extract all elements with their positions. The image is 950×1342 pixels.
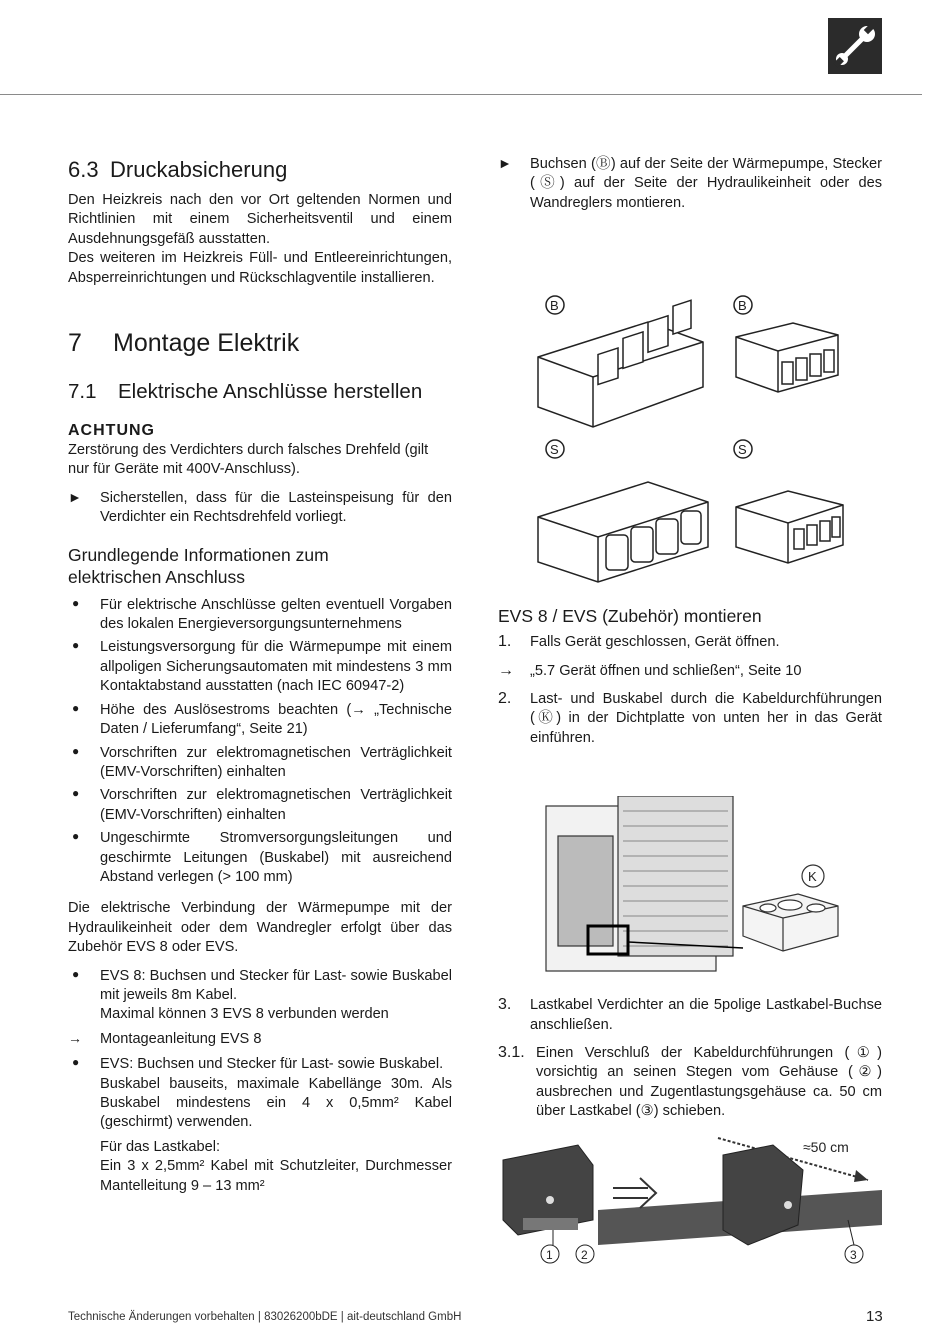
paragraph: Den Heizkreis nach den vor Ort geltenden Normen und Richtlinien mit einem Sicherheitsventil und einem Ausdehnungsgefäß ausstatten. [68,192,452,247]
bullet-icon: ● [72,638,80,653]
bullet-icon: ● [72,595,80,610]
steps-list [498,633,882,748]
callout-3: 3 [850,1247,857,1262]
bullet-list [68,596,452,888]
paragraph: Des weiteren im Heizkreis Füll- und Entleereinrichtungen, Absperreinrichtungen und Rückschlagventile installieren. [68,250,452,286]
list-item: ● Ungeschirmte Stromversorgungsleitungen und geschirmte Leitungen (Buskabel) mit ausreichend Abstand verlegen (> 100 mm) [72,829,452,885]
evs8-item: ● EVS 8: Buchsen und Stecker für Last- sowie Buskabel mit jeweils 8m Kabel. Maximal können 3 EVS 8 verbunden werden [72,966,452,1023]
step-item: 2. Last- und Buskabel durch die Kabeldurchführungen (Ⓚ) in der Dichtplatte von unten her in das Gerät einführen. [498,690,882,746]
warning-text: Zerstörung des Verdichters durch falsches Drehfeld (gilt nur für Geräte mit 400V-Anschluss). [68,442,429,478]
list-item: ● Vorschriften zur elektromagnetischen Verträglichkeit (EMV-Vorschriften) einhalten [72,743,452,780]
svg-text:B: B [738,298,747,314]
detail-box [743,894,838,951]
connector-s-small [736,491,843,563]
list-item: ● Höhe des Auslösestroms beachten (→ „Technische Daten / Lieferumfang“, Seite 21) [72,700,452,738]
bullet-icon: ● [72,1055,80,1070]
list-item: ● Leistungsversorgung für die Wärmepumpe mit einem allpoligen Sicherungsautomaten mit mindestens 3 mm Kontaktabstand ausstatten (nach IEC 60947-2) [72,638,452,695]
step-reference: → „5.7 Gerät öffnen und schließen“, Seite 10 [498,661,802,679]
left-column [68,155,452,1196]
strain-relief-figure [498,1130,882,1265]
page-number: 13 [866,1308,883,1325]
connector-b-small [736,323,838,392]
svg-text:K: K [808,869,817,885]
callout-2: 2 [581,1247,588,1262]
section-7-1-heading: 7.1 Elektrische Anschlüsse herstellen [68,380,423,404]
footer-text: Technische Änderungen vorbehalten | 83026200bDE | ait-deutschland GmbH [68,1311,462,1323]
warning-title: ACHTUNG [68,422,155,440]
bullet-icon: ● [72,966,80,981]
chapter-7-heading: 7 Montage Elektrik [68,329,300,358]
right-column [498,155,882,1265]
bullet-icon: ● [72,700,80,715]
bullet-icon: ● [72,829,80,844]
header-rule [0,94,922,95]
connector-b-large [538,301,703,428]
distance-label: ≈50 cm [803,1138,849,1155]
device-figure [498,796,882,976]
svg-text:B: B [550,298,559,314]
list-item: ● Vorschriften zur elektromagnetischen Verträglichkeit (EMV-Vorschriften) einhalten [72,786,452,823]
evs-subsection-heading: EVS 8 / EVS (Zubehör) montieren [498,606,762,627]
action-item: ► Sicherstellen, dass für die Lasteinspeisung für den Verdichter ein Rechtsdrehfeld vorliegt. [68,488,452,526]
list-item: ● Für elektrische Anschlüsse gelten eventuell Vorgaben des lokalen Energieversorgungsunternehmens [72,595,452,633]
basics-heading: Grundlegende Informationen zum elektrischen Anschluss [68,544,329,587]
connector-figure [498,227,882,587]
arrow-right-icon: → [68,1029,82,1046]
callout-1: 1 [546,1247,553,1262]
housing-left [503,1145,593,1235]
arrow-icon [613,1178,656,1208]
bullet-icon: ● [72,743,80,758]
evs8-reference: → Montageanleitung EVS 8 [68,1029,262,1047]
svg-text:S: S [738,442,747,458]
step-item: 3. Lastkabel Verdichter an die 5polige Lastkabel-Buchse anschließen. [498,996,882,1033]
arrow-icon: ► [68,488,82,505]
wrench-icon [828,18,882,74]
arrow-icon: ► [498,155,512,171]
intro-action: ► Buchsen (Ⓑ) auf der Seite der Wärmepumpe, Stecker (Ⓢ) auf der Seite der Hydraulikeinheit oder des Wandreglers montieren. [498,155,882,211]
warning-block [68,421,452,528]
arrow-right-icon: → [498,661,514,679]
steps-list-2 [498,996,882,1121]
connector-s-large [538,482,708,582]
bullet-icon: ● [72,786,80,801]
step-item: 3.1. Einen Verschluß der Kabeldurchführungen (①) vorsichtig an seinen Stegen vom Gehäuse (②) ausbrechen und Zugentlastungsgehäuse ca. 50 cm über Lastkabel (③) schieben. [498,1044,882,1120]
step-item: 1. Falls Gerät geschlossen, Gerät öffnen. [498,633,780,651]
section-6-3-heading: 6.3 Druckabsicherung [68,157,288,182]
svg-text:S: S [550,442,559,458]
connection-paragraph: Die elektrische Verbindung der Wärmepumpe mit der Hydraulikeinheit oder dem Wandregler erfolgt über das Zubehör EVS 8 oder EVS. [68,900,452,956]
evs-item: ● EVS: Buchsen und Stecker für Last- sowie Buskabel. Buskabel bauseits, maximale Kabellänge 30m. Als Buskabel mindestens ein 4 x 0,5mm² Kabel (geschirmt) verwenden. Für das Lastkabel: Ein 3 x 2,5mm² Kabel mit Schutzleiter, Durchmesser Mantelleitung 9 – 13 mm² [72,1055,452,1194]
